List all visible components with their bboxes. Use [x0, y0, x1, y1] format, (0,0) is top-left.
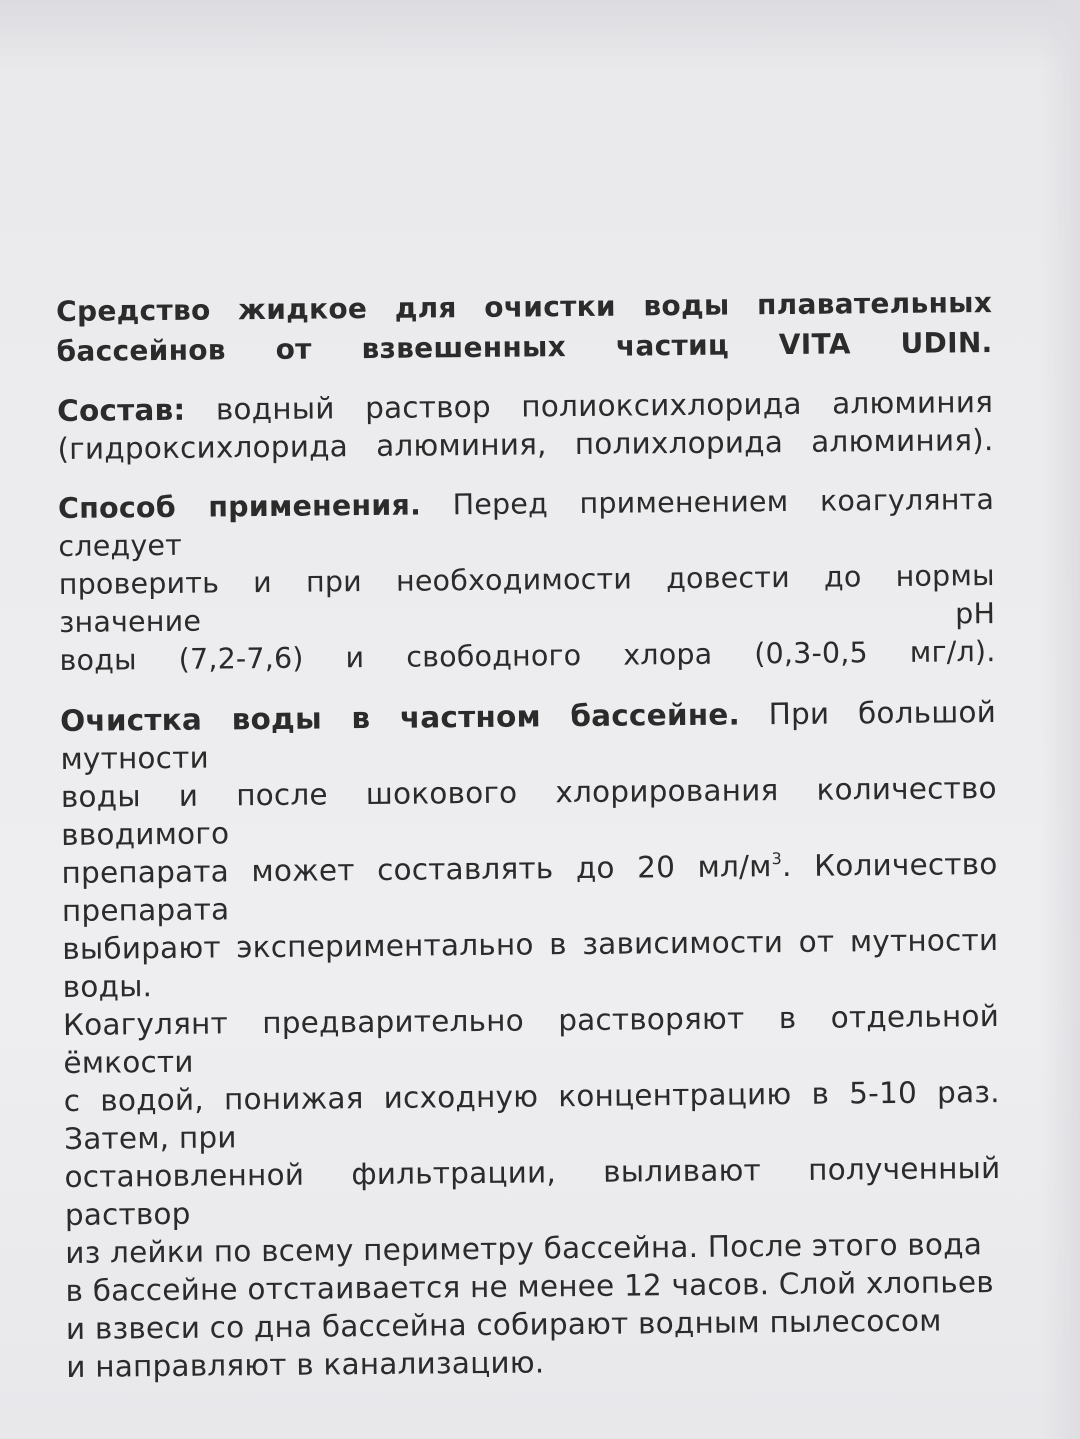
- method-line-2: проверить и при необходимости довести до нормы значение pH: [58, 559, 996, 639]
- method-line-1: Перед применением коагулянта следует: [58, 483, 995, 563]
- cleaning-line-2: воды и после шокового хлорирования количество вводимого: [60, 770, 997, 852]
- product-title: [56, 283, 993, 372]
- cleaning-line-3: [61, 847, 997, 928]
- cleaning-line-6: с водой, понижая исходную концентрацию в 5-10 раз. Затем, при: [63, 1074, 1000, 1156]
- cleaning-line-7: остановленной фильтрации, выливают полученный раствор: [64, 1150, 1001, 1232]
- cleaning-line-10: и взвеси со дна бассейна собирают водным пылесосом: [65, 1303, 942, 1346]
- bottle-edge-right: [1040, 0, 1080, 1439]
- bottle-edge-top: [0, 0, 1080, 70]
- cleaning-line-11: и направляют в канализацию.: [66, 1345, 545, 1384]
- cleaning-line-8: из лейки по всему периметру бассейна. После этого вода: [65, 1227, 983, 1270]
- cleaning-line-5: Коагулянт предварительно растворяют в отдельной ёмкости: [62, 998, 1000, 1080]
- composition-paragraph: [57, 383, 994, 468]
- title-line-2: бассейнов от взвешенных частиц VITA UDIN.: [56, 326, 993, 368]
- cleaning-line-9: в бассейне отстаивается не менее 12 часов. Слой хлопьев: [65, 1265, 994, 1308]
- cleaning-paragraph: [60, 693, 1003, 1386]
- cubic-superscript: 3: [771, 849, 783, 869]
- composition-label: Состав:: [56, 392, 186, 428]
- method-line-3: воды (7,2-7,6) и свободного хлора (0,3-0,5 мг/л).: [59, 634, 996, 677]
- method-paragraph: [58, 481, 996, 680]
- method-label: Способ применения.: [57, 488, 422, 525]
- cleaning-line-3-start: препарата может составлять до 20 мл/м: [61, 849, 772, 890]
- composition-line-2: (гидроксихлорида алюминия, полихлорида алюминия).: [57, 423, 994, 466]
- title-line-1: Средство жидкое для очистки воды плавательных: [56, 286, 993, 328]
- composition-line-1: водный раствор полиоксихлорида алюминия: [215, 385, 994, 427]
- cleaning-line-3-end: . Количество препарата: [61, 846, 998, 928]
- cleaning-label: Очистка воды в частном бассейне.: [59, 697, 741, 738]
- label-text-block: [56, 283, 1003, 1408]
- cleaning-line-1: При большой мутности: [60, 694, 997, 776]
- cleaning-line-4: выбирают экспериментально в зависимости от мутности воды.: [62, 922, 999, 1004]
